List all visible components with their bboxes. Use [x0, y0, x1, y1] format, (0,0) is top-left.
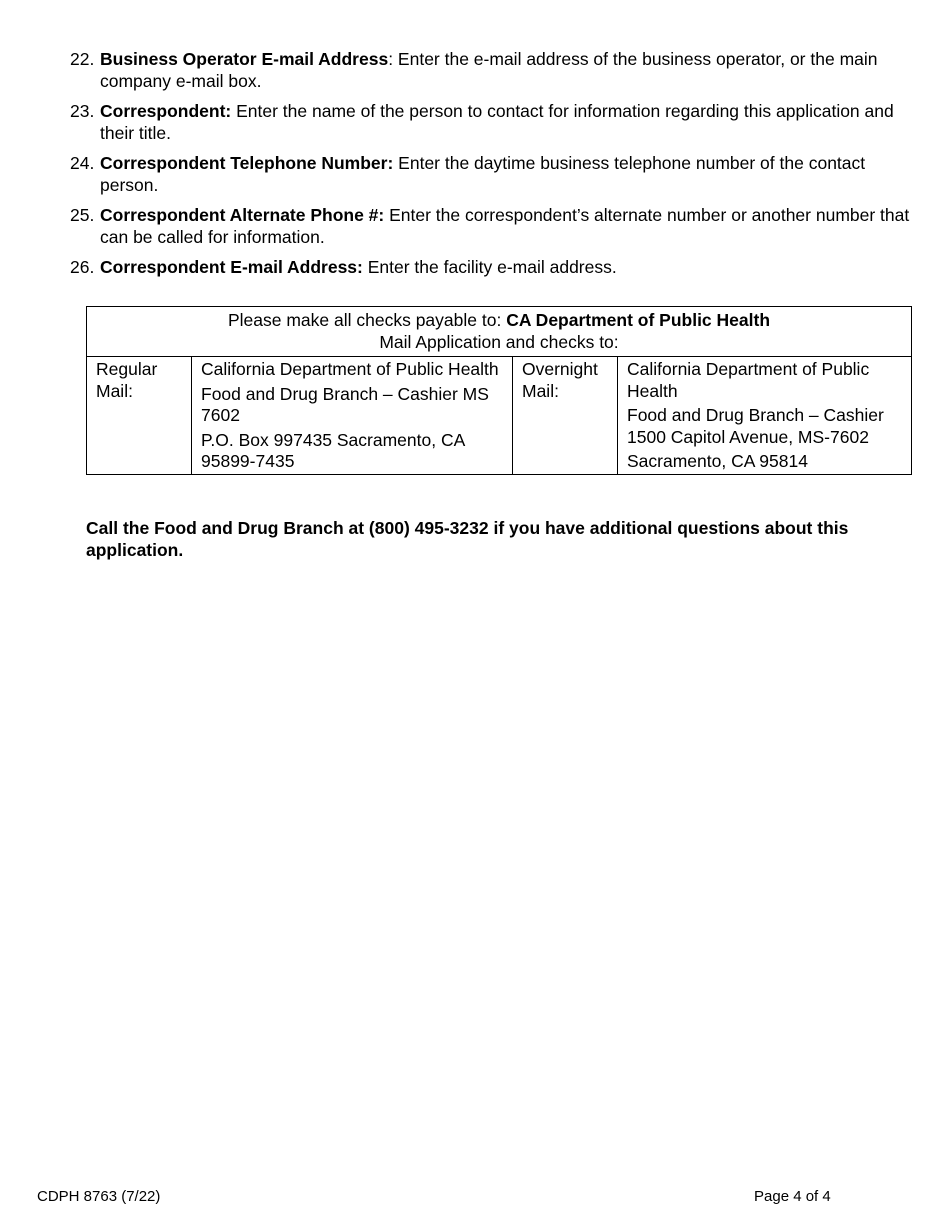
instruction-item [70, 205, 920, 248]
overnight-mail-address [618, 357, 912, 475]
form-id: CDPH 8763 (7/22) [37, 1188, 161, 1205]
instruction-list [70, 49, 920, 288]
payment-header [87, 307, 912, 357]
instruction-term: Correspondent: [100, 101, 232, 121]
regular-mail-address [192, 357, 513, 475]
instruction-number: 26. [70, 257, 95, 277]
address-line: Sacramento, CA 95814 [627, 451, 808, 471]
mail-instruction: Mail Application and checks to: [379, 331, 619, 352]
address-line: Food and Drug Branch – Cashier MS 7602 [201, 383, 489, 425]
payable-prefix: Please make all checks payable to: [227, 310, 507, 330]
instruction-item [70, 153, 920, 196]
address-line: California Department of Public Health [201, 359, 499, 379]
instruction-text: Enter the name of the person to contact for information regarding this application and their title. [100, 101, 894, 143]
instruction-item [70, 257, 920, 279]
regular-mail-label: Regular Mail: [87, 357, 192, 475]
instruction-number: 25. [70, 205, 95, 225]
instruction-number: 22. [70, 49, 95, 69]
instruction-text: : Enter the e-mail address of the business operator, or the main company e-mail box. [100, 49, 878, 91]
instruction-term: Correspondent Telephone Number: [100, 153, 394, 173]
instruction-text: Enter the daytime business telephone number of the contact person. [100, 153, 866, 195]
instruction-text: Enter the facility e-mail address. [362, 257, 617, 277]
mailing-address-table [86, 306, 912, 475]
instruction-text: Enter the correspondent’s alternate number or another number that can be called for information. [100, 205, 910, 247]
instruction-term: Business Operator E-mail Address [100, 49, 389, 69]
address-line: California Department of Public Health [627, 359, 870, 401]
instruction-term: Correspondent E-mail Address: [100, 257, 363, 277]
instruction-term: Correspondent Alternate Phone #: [100, 205, 385, 225]
instruction-item [70, 101, 920, 144]
instruction-item [70, 49, 920, 92]
address-line: P.O. Box 997435 Sacramento, CA 95899-7435 [201, 429, 465, 471]
contact-note: Call the Food and Drug Branch at (800) 495-3232 if you have additional questions about this application. [86, 518, 849, 560]
instruction-number: 23. [70, 101, 95, 121]
instruction-number: 24. [70, 153, 95, 173]
page-number: Page 4 of 4 [754, 1188, 831, 1205]
address-line: Food and Drug Branch – Cashier 1500 Capitol Avenue, MS-7602 [627, 405, 884, 447]
payable-name: CA Department of Public Health [506, 310, 771, 330]
overnight-mail-label: Overnight Mail: [513, 357, 618, 475]
